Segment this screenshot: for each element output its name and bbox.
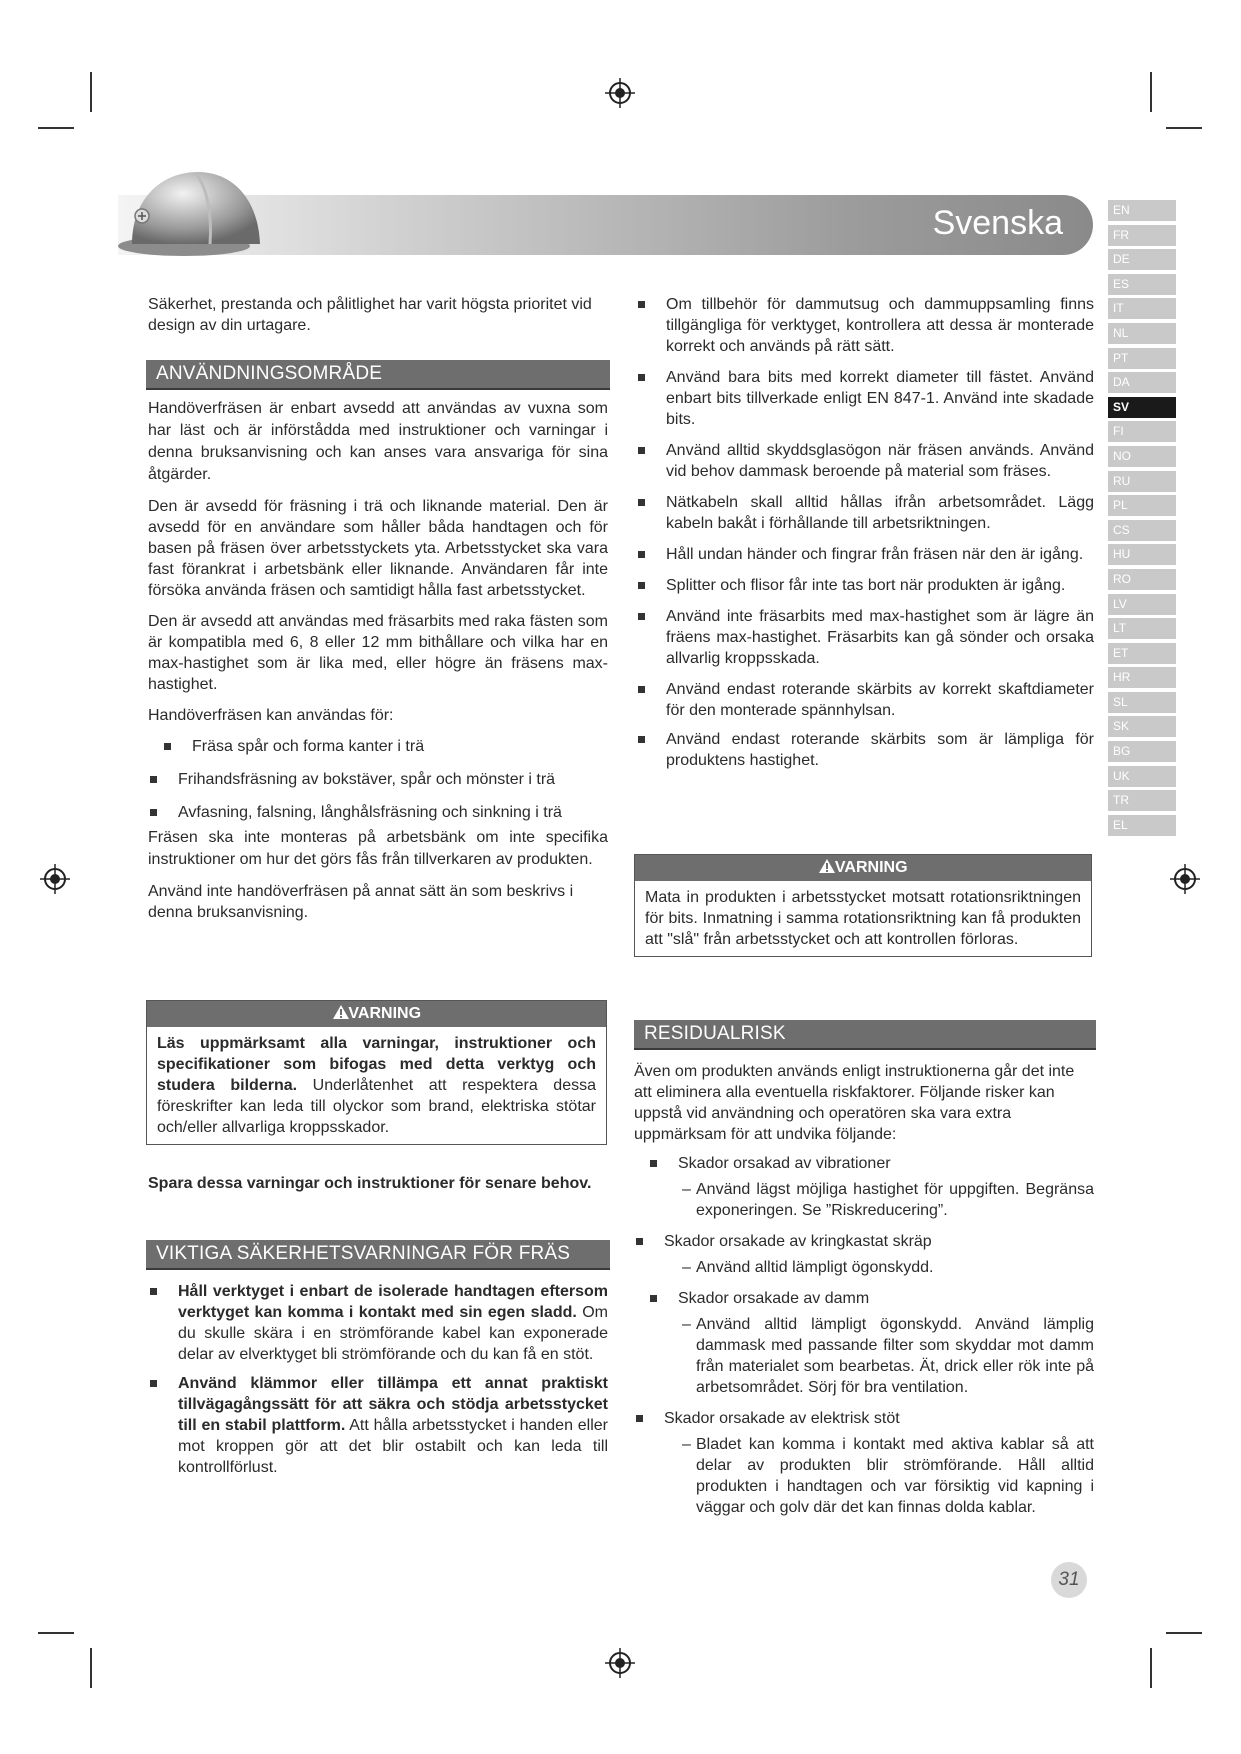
risk-list [634, 1153, 1094, 1518]
language-tab-cs[interactable]: CS [1108, 520, 1176, 541]
language-tab-bg[interactable]: BG [1108, 741, 1176, 762]
crop-mark [38, 1632, 74, 1634]
residual-intro: Även om produkten används enligt instruktionerna går det inte att eliminera alla eventuella riskfaktorer. Följande risker kan uppstå vid användning och operatören ska vara extra uppmärksam för att undvika följande: [634, 1063, 1075, 1143]
list-item: Håll undan händer och fingrar från fräsen när den är igång. [636, 544, 1094, 565]
usage-paragraph: Fräsen ska inte monteras på arbetsbänk om inte specifika instruktioner om hur det görs fås från tillverkaren av produkten. [148, 829, 608, 868]
registration-mark-icon [605, 78, 635, 108]
language-tab-uk[interactable]: UK [1108, 766, 1176, 787]
page-number: 31 [1051, 1562, 1087, 1598]
list-item: Håll verktyget i enbart de isolerade handtagen eftersom verktyget kan komma i kontakt med sin egen sladd. Om du skulle skära i en strömförande kabel kan exponerade delar av elverktyget bli strömförande och du kan få en stöt. [148, 1281, 608, 1365]
usage-paragraph: Den är avsedd för fräsning i trä och liknande material. Den är avsedd för en användare som håller båda handtagen och för basen på fräsen över arbetsstyckets yta. Arbetsstycket ska vara fast förankrat i arbetsbänk eller liknande. Användaren får inte försöka använda fräsen och samtidigt hålla fast arbetsstycket. [148, 498, 608, 599]
language-tab-pl[interactable]: PL [1108, 495, 1176, 516]
list-item: Nätkabeln skall alltid hållas ifrån arbetsområdet. Lägg kabeln bakåt i förhållande till arbetsriktningen. [636, 492, 1094, 534]
risk-title: Skador orsakade av kringkastat skräp [634, 1231, 1094, 1252]
list-item: Använd inte fräsarbits med max-hastighet som är lägre än fräens max-hastighet. Fräsarbits kan gå sönder och orsaka allvarlig kroppsskada. [636, 606, 1094, 669]
usage-paragraph: Handöverfräsen är enbart avsedd att användas av vuxna som har läst och är införstådda med instruktioner och varningar i denna bruksanvisning och kan anses vara ansvariga för sina åtgärder. [148, 400, 608, 483]
crop-mark [1150, 72, 1152, 112]
language-tab-fr[interactable]: FR [1108, 225, 1176, 246]
language-tab-en[interactable]: EN [1108, 200, 1176, 221]
registration-mark-icon [1170, 864, 1200, 894]
language-tab-no[interactable]: NO [1108, 446, 1176, 467]
registration-mark-icon [605, 1648, 635, 1678]
language-tab-tr[interactable]: TR [1108, 790, 1176, 811]
language-tab-da[interactable]: DA [1108, 372, 1176, 393]
intro-paragraph: Säkerhet, prestanda och pålitlighet har varit högsta prioritet vid design av din urtagare. [148, 296, 592, 334]
residual-heading: RESIDUALRISK [634, 1020, 1096, 1050]
warning-box [634, 854, 1092, 957]
left-column [148, 294, 608, 336]
list-item: Om tillbehör för dammutsug och dammuppsamling finns tillgängliga för verktyget, kontrollera att dessa är monterade korrekt och används på rätt sätt. [636, 294, 1094, 357]
usage-paragraph: Den är avsedd att användas med fräsarbits med raka fästen som är kompatibla med 6, 8 eller 12 mm bithållare och vilka har en max-hastighet som är lika med, eller högre än fräsens max-hastighet. [148, 613, 608, 693]
right-column [636, 294, 1094, 771]
risk-detail: – Använd lägst möjliga hastighet för uppgiften. Begränsa exponeringen. Se ”Riskreducering”. [682, 1181, 1094, 1219]
list-item: Använd bara bits med korrekt diameter till fästet. Använd enbart bits tillverkade enligt EN 847-1. Använd inte skadade bits. [636, 367, 1094, 430]
save-note: Spara dessa varningar och instruktioner för senare behov. [148, 1175, 592, 1192]
risk-item [634, 1153, 1094, 1221]
crop-mark [1150, 1648, 1152, 1688]
page-title: Svenska [932, 204, 1063, 242]
language-tabs [1108, 200, 1176, 839]
residual-section [634, 1061, 1094, 1528]
language-tab-ru[interactable]: RU [1108, 471, 1176, 492]
list-item: Använd alltid skyddsglasögon när fräsen används. Använd vid behov dammask beroende på material som fräses. [636, 440, 1094, 482]
language-tab-sk[interactable]: SK [1108, 716, 1176, 737]
warning-text: Mata in produkten i arbetsstycket motsatt rotationsriktningen för bits. Inmatning i samma rotationsriktning kan få produkten att "slå" från arbetsstycket och att kontrollen förloras. [645, 889, 1081, 948]
warning-header: VARNING [635, 855, 1091, 881]
list-item: Fräsa spår och forma kanter i trä [148, 736, 608, 757]
language-tab-lv[interactable]: LV [1108, 594, 1176, 615]
list-item: Använd klämmor eller tillämpa ett annat praktiskt tillvägagångssätt för att säkra och stödja arbetsstycket till en stabil plattform. Att hålla arbetsstycket i handen eller mot kroppen gör att det blir ostabilt och kan leda till kontrollförlust. [148, 1373, 608, 1478]
usage-paragraph: Handöverfräsen kan användas för: [148, 707, 394, 724]
language-tab-pt[interactable]: PT [1108, 348, 1176, 369]
crop-mark [90, 72, 92, 112]
language-tab-el[interactable]: EL [1108, 815, 1176, 836]
language-tab-de[interactable]: DE [1108, 249, 1176, 270]
language-tab-hr[interactable]: HR [1108, 667, 1176, 688]
risk-detail: – Använd alltid lämpligt ögonskydd. Använd lämplig dammask med passande filter som skyddar mot damm från materialet som bearbetas. Ät, drick eller rök inte på arbetsområdet. Sörj för bra ventilation. [682, 1316, 1094, 1396]
helmet-icon [112, 158, 292, 258]
usage-paragraph: Använd inte handöverfräsen på annat sätt än som beskrivs i denna bruksanvisning. [148, 883, 574, 921]
risk-title: Skador orsakade av damm [634, 1288, 1094, 1309]
crop-mark [1166, 1632, 1202, 1634]
warning-header: VARNING [147, 1001, 606, 1027]
language-tab-nl[interactable]: NL [1108, 323, 1176, 344]
usage-heading: ANVÄNDNINGSOMRÅDE [146, 360, 610, 390]
registration-mark-icon [40, 864, 70, 894]
safety-heading: VIKTIGA SÄKERHETSVARNINGAR FÖR FRÄS [146, 1240, 610, 1270]
crop-mark [38, 127, 74, 129]
language-tab-ro[interactable]: RO [1108, 569, 1176, 590]
safety-section [148, 1281, 608, 1478]
list-item: Splitter och flisor får inte tas bort när produkten är igång. [636, 575, 1094, 596]
risk-item [634, 1408, 1094, 1518]
language-tab-fi[interactable]: FI [1108, 421, 1176, 442]
language-tab-lt[interactable]: LT [1108, 618, 1176, 639]
language-tab-hu[interactable]: HU [1108, 544, 1176, 565]
language-tab-sl[interactable]: SL [1108, 692, 1176, 713]
risk-detail: – Använd alltid lämpligt ögonskydd. [682, 1259, 934, 1276]
warning-box [146, 1000, 607, 1145]
list-item: Avfasning, falsning, långhålsfräsning och sinkning i trä [148, 802, 608, 823]
risk-item [634, 1288, 1094, 1398]
risk-item [634, 1231, 1094, 1278]
list-item: Använd endast roterande skärbits som är lämpliga för produktens hastighet. [636, 729, 1094, 771]
risk-title: Skador orsakad av vibrationer [634, 1153, 1094, 1174]
language-tab-sv[interactable]: SV [1108, 397, 1176, 418]
list-item: Använd endast roterande skärbits av korrekt skaftdiameter för den monterade spännhylsan. [636, 679, 1094, 721]
risk-detail: – Bladet kan komma i kontakt med aktiva kablar så att delar av produkten blir strömförande. Håll alltid produkten i handtagen och var försiktig vid kapning i väggar och golv där det kan finnas dolda kablar. [682, 1436, 1094, 1516]
crop-mark [90, 1648, 92, 1688]
language-tab-it[interactable]: IT [1108, 298, 1176, 319]
usage-section [148, 398, 608, 923]
language-tab-es[interactable]: ES [1108, 274, 1176, 295]
risk-title: Skador orsakade av elektrisk stöt [634, 1408, 1094, 1429]
crop-mark [1166, 127, 1202, 129]
language-tab-et[interactable]: ET [1108, 643, 1176, 664]
list-item: Frihandsfräsning av bokstäver, spår och mönster i trä [148, 769, 608, 790]
warning-triangle-icon [818, 858, 836, 874]
warning-text: Läs uppmärksamt alla varningar, instruktioner och specifikationer som bifogas med detta verktyg och studera bilderna. Underlåtenhet att respektera dessa föreskrifter kan leda till olyckor som brand, elektriska stötar och/eller allvarliga kroppsskador. [157, 1035, 596, 1136]
